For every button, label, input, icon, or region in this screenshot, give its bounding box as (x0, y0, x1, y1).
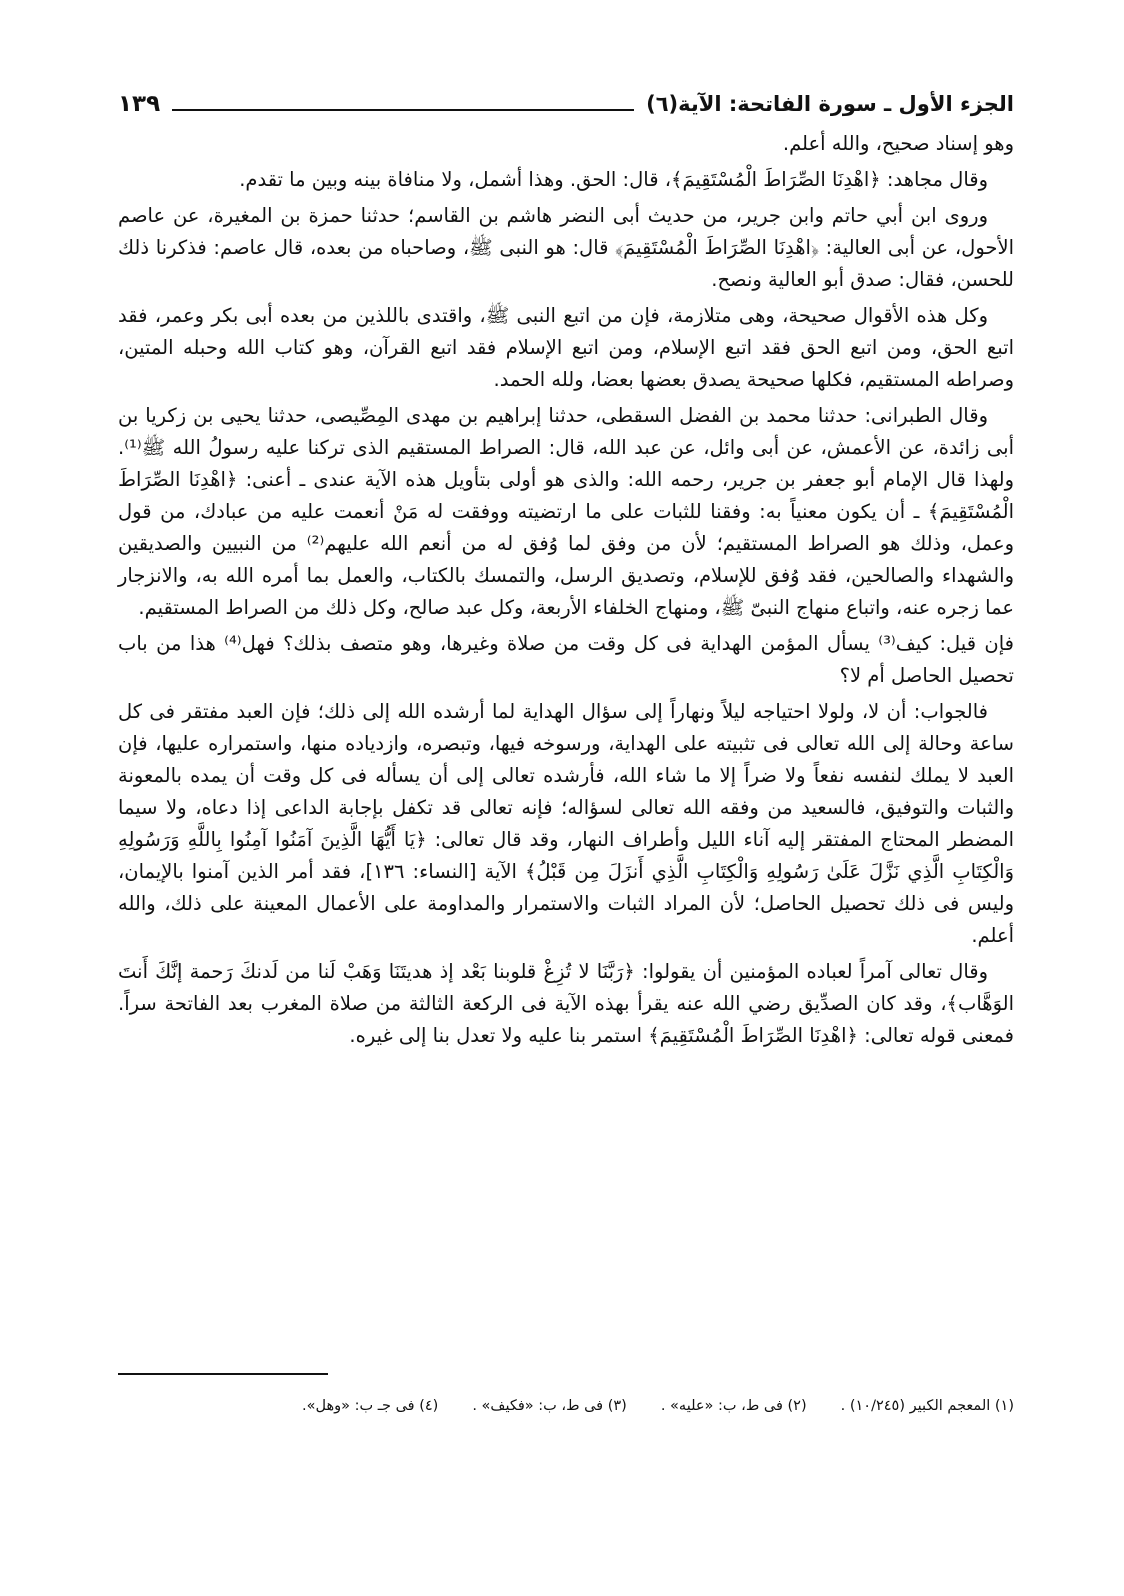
paragraph: وقال مجاهد: ﴿اهْدِنَا الصِّرَاطَ الْمُسْتَقِيمَ﴾، قال: الحق. وهذا أشمل، ولا منافاة بينه وبين ما تقدم. (239, 168, 988, 191)
footnote: (٣) فى ط، ب: «فكيف» . (472, 1398, 627, 1414)
footnote: (١) المعجم الكبير (١٠/٢٤٥) . (840, 1398, 1014, 1414)
footnote-separator (118, 1373, 328, 1375)
header-rule (172, 109, 634, 111)
paragraph: وهو إسناد صحيح، والله أعلم. (782, 132, 1014, 155)
paragraph: فإن قيل: كيف⁽³⁾ يسأل المؤمن الهداية فى كل وقت من صلاة وغيرها، وهو متصف بذلك؟ فهل⁽⁴⁾ هذا من باب تحصيل الحاصل أم لا؟ (118, 632, 1014, 687)
page-number: ١٣٩ (118, 91, 161, 117)
paragraph: فالجواب: أن لا، ولولا احتياجه ليلاً ونهاراً إلى سؤال الهداية لما أرشده الله إلى ذلك؛ فإن العبد مفتقر فى كل ساعة وحالة إلى الله تعالى فى تثبيته على الهداية، ورسوخه فيها، وتبصره، وازدياده منها، واستمراره عليها، فإن العبد لا يملك لنفسه نفعاً ولا ضراً إلا ما شاء الله، فأرشده تعالى إلى أن يسأله فى كل وقت أن يمده بالمعونة والثبات والتوفيق، فالسعيد من وفقه الله تعالى لسؤاله؛ فإنه تعالى قد تكفل بإجابة الداعى إذا دعاه، ولا سيما المضطر المحتاج المفتقر إليه آناء الليل وأطراف النهار، وقد قال تعالى: ﴿يَا أَيُّهَا الَّذِينَ آمَنُوا آمِنُوا بِاللَّهِ وَرَسُولِهِ وَالْكِتَابِ الَّذِي نَزَّلَ عَلَىٰ رَسُولِهِ وَالْكِتَابِ الَّذِي أَنزَلَ مِن قَبْلُ﴾ الآية [النساء: ١٣٦]، فقد أمر الذين آمنوا بالإيمان، وليس فى ذلك تحصيل الحاصل؛ لأن المراد الثبات والاستمرار والمداومة على الأعمال المعينة على ذلك، والله أعلم. (118, 700, 1014, 947)
footnotes (118, 1398, 1014, 1414)
paragraph: وكل هذه الأقوال صحيحة، وهى متلازمة، فإن من اتبع النبى ﷺ، واقتدى باللذين من بعده أبى بكر وعمر، فقد اتبع الحق، ومن اتبع الحق فقد اتبع الإسلام، ومن اتبع الإسلام فقد اتبع القرآن، وهو كتاب الله وحبله المتين، وصراطه المستقيم، فكلها صحيحة يصدق بعضها بعضا، ولله الحمد. (118, 304, 1014, 391)
header-title: الجزء الأول ـ سورة الفاتحة: الآية(٦) (646, 92, 1014, 116)
footnote: (٤) فى جـ ب: «وهل». (302, 1398, 439, 1414)
footnote: (٢) فى ط، ب: «عليه» . (660, 1398, 807, 1414)
paragraph: وقال الطبرانى: حدثنا محمد بن الفضل السقطى، حدثنا إبراهيم بن مهدى المِصِّيصى، حدثنا يحيى بن زكريا بن أبى زائدة، عن الأعمش، عن أبى وائل، عن عبد الله، قال: الصراط المستقيم الذى تركنا عليه رسولُ الله ﷺ⁽¹⁾. ولهذا قال الإمام أبو جعفر بن جرير، رحمه الله: والذى هو أولى بتأويل هذه الآية عندى ـ أعنى: ﴿اهْدِنَا الصِّرَاطَ الْمُسْتَقِيمَ﴾ ـ أن يكون معنياً به: وفقنا للثبات على ما ارتضيته ووفقت له مَنْ أنعمت عليه من عبادك، من قول وعمل، وذلك هو الصراط المستقيم؛ لأن من وفق لما وُفق له من أنعم الله عليهم⁽²⁾ من النبيين والصديقين والشهداء والصالحين، فقد وُفق للإسلام، وتصديق الرسل، والتمسك بالكتاب، والعمل بما أمره الله به، والانزجار عما زجره عنه، واتباع منهاج النبىّ ﷺ، ومنهاج الخلفاء الأربعة، وكل عبد صالح، وكل ذلك من الصراط المستقيم. (118, 404, 1015, 619)
main-text (118, 128, 1014, 1056)
running-header (118, 80, 1014, 120)
paragraph: وروى ابن أبي حاتم وابن جرير، من حديث أبى النضر هاشم بن القاسم؛ حدثنا حمزة بن المغيرة، عن عاصم الأحول، عن أبى العالية: ﴿اهْدِنَا الصِّرَاطَ الْمُسْتَقِيمَ﴾ قال: هو النبى ﷺ، وصاحباه من بعده، قال عاصم: فذكرنا ذلك للحسن، فقال: صدق أبو العالية ونصح. (118, 204, 1014, 291)
paragraph: وقال تعالى آمراً لعباده المؤمنين أن يقولوا: ﴿رَبَّنَا لا تُزِغْ قلوبنا بَعْد إذ هديتَنَا وَهَبْ لَنا من لَدنكَ رَحمة إنَّكَ أَنتَ الوَهَّاب﴾، وقد كان الصدِّيق رضي الله عنه يقرأ بهذه الآية فى الركعة الثالثة من صلاة المغرب بعد الفاتحة سراً. فمعنى قوله تعالى: ﴿اهْدِنَا الصِّرَاطَ الْمُسْتَقِيمَ﴾ استمر بنا عليه ولا تعدل بنا إلى غيره. (118, 960, 1014, 1047)
